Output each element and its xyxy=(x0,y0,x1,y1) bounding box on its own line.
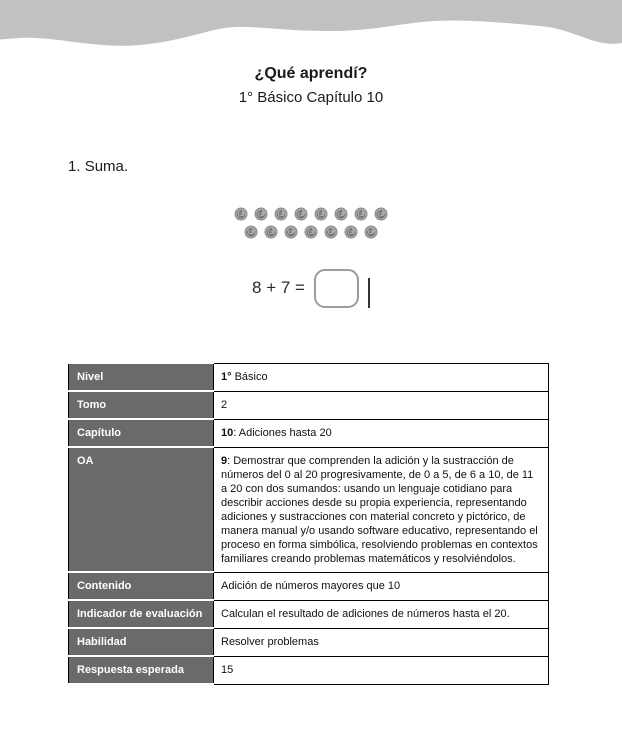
text-cursor xyxy=(368,278,370,308)
row-value: 1° Básico xyxy=(214,363,549,391)
row-label: Tomo xyxy=(69,391,214,419)
exercise-instruction-text: Suma. xyxy=(84,158,129,175)
row-value: 9: Demostrar que comprenden la adición y la sustracción de números del 0 al 20 progresivamente, de 0 a 5, de 6 a 10, de 11 a 20 con dos sumandos: usando un lenguaje cotidiano para describir acciones desde su propia experiencia, representando adiciones y sustracciones con material concreto y pictórico, de manera manual y/o usando software educativo, representando el proceso en forma simbólica, resolviendo problemas en contextos familiares creando problemas matemáticos y resolviéndolos. xyxy=(214,447,549,572)
counters-row-2 xyxy=(243,224,379,240)
counter-coin-icon xyxy=(293,206,309,222)
counter-coin-icon xyxy=(333,206,349,222)
counter-coin-icon xyxy=(253,206,269,222)
table-row xyxy=(69,447,549,572)
top-wave-decoration xyxy=(0,0,622,55)
counter-coin-icon xyxy=(323,224,339,240)
exercise-instruction xyxy=(68,157,622,176)
table-row xyxy=(69,363,549,391)
counter-coin-icon xyxy=(273,206,289,222)
row-label: Nivel xyxy=(69,363,214,391)
page-title: ¿Qué aprendí? xyxy=(254,65,368,82)
counter-coin-icon xyxy=(373,206,389,222)
row-value: Calculan el resultado de adiciones de números hasta el 20. xyxy=(214,600,549,628)
row-label: OA xyxy=(69,447,214,572)
row-value: Resolver problemas xyxy=(214,628,549,656)
counters-group xyxy=(0,206,622,240)
page-subtitle: 1° Básico Capítulo 10 xyxy=(238,89,384,106)
table-row xyxy=(69,656,549,684)
counter-coin-icon xyxy=(363,224,379,240)
equation xyxy=(0,268,622,308)
equation-expression: 8 + 7 = xyxy=(252,278,305,297)
counter-coin-icon xyxy=(343,224,359,240)
row-label: Habilidad xyxy=(69,628,214,656)
table-row xyxy=(69,572,549,600)
counters-row-1 xyxy=(233,206,389,222)
answer-box[interactable] xyxy=(314,269,359,308)
counter-coin-icon xyxy=(283,224,299,240)
counter-coin-icon xyxy=(353,206,369,222)
table-row xyxy=(69,628,549,656)
info-table xyxy=(68,362,549,685)
counter-coin-icon xyxy=(243,224,259,240)
counter-coin-icon xyxy=(303,224,319,240)
row-label: Capítulo xyxy=(69,419,214,447)
info-table-body xyxy=(69,363,549,684)
counter-coin-icon xyxy=(263,224,279,240)
row-value: Adición de números mayores que 10 xyxy=(214,572,549,600)
table-row xyxy=(69,600,549,628)
table-row xyxy=(69,419,549,447)
counter-coin-icon xyxy=(233,206,249,222)
row-label: Indicador de evaluación xyxy=(69,600,214,628)
counter-coin-icon xyxy=(313,206,329,222)
row-label: Respuesta esperada xyxy=(69,656,214,684)
table-row xyxy=(69,391,549,419)
row-value: 15 xyxy=(214,656,549,684)
row-value: 10: Adiciones hasta 20 xyxy=(214,419,549,447)
exercise-number: 1. xyxy=(68,158,81,175)
row-value: 2 xyxy=(214,391,549,419)
row-label: Contenido xyxy=(69,572,214,600)
